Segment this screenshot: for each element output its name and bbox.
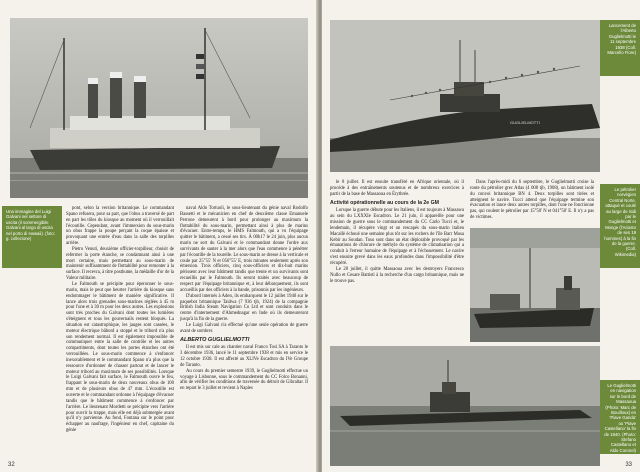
paragraph: Le 20 juillet, il quitte Massaoua avec les destroyers Francesco Nullo et Cesare Battisti à la recherche d'un cargo britannique, mais ne le trouve pas. bbox=[330, 266, 464, 284]
paragraph: le 8 juillet. Il est ensuite transféré en Afrique orientale, où il procède à des entraînements soutenus et de nombreux exercices à partir de la base de Massaoua en Érythrée. bbox=[330, 180, 464, 197]
paragraph: Lorsque la guerre débute pour les Italiens, il est toujours à Massawa au sein du LXXXIe Escadron. Le 21 juin, il appareille pour une mission de guerre sous le commandement du CC Carlo Tucci et, le lendemain, il récupère vingt et un rescapés du sous-marin italien Macallè échoué une semaine plus tôt sur les rochers de l'île Barr Musa Kebir au Soudan. Tous sont dans un état déplorable provoqué par les émanations de chlorure de méthyle du système de climatisation qui a conduit à l'erreur humaine de l'équipage et à l'échouement. Le navire s'est ensuite grevé dans les eaux profondes dans l'impossibilité d'être récupéré. bbox=[330, 208, 464, 266]
paragraph: Le Luigi Galvani n'a effectué qu'une seule opération de guerre avant de sombrer. bbox=[180, 322, 308, 334]
photo-caption-left: Una immagine del Luigi Galvani nel settore di uscita (il sommergibile Galvani al largo di uscita nel porto di Hawaii). (foto: g. collezione) bbox=[2, 206, 62, 268]
submarine-launch-illustration bbox=[330, 20, 600, 172]
left-column-1 bbox=[66, 206, 174, 434]
paragraph: D'abord internés à Aden, ils embarquent le 12 juillet 1940 sur le paquebot britannique Taidwa (7 936 tjb, 1924) de la compagnie British India Steam Navigation Co Ltd et sont conduits dans le centre d'internement d'Ahmednagar en Inde où ils demeureront jusqu'à la fin de la guerre. bbox=[180, 293, 308, 323]
photo-caption-top-right: Lancement de l'Alberto Guglielmotti le 11 septembre 1938 (Coll. Marcello Fiore) bbox=[600, 20, 640, 76]
paragraph: Pietro Venuti, deuxième officier-torpilleur, choisit de refermer la porte étanche, se condamnant ainsi à une mort certaine, mais permettant au sous-marin de maintenir suffisamment de flottabilité pour remonter à la surface. Il recevra, à titre posthume, la médaille d'or de la Valeur militaire. bbox=[66, 246, 174, 282]
photo-caption-mid-right: Le pétrolier norvégien Central Norte, attaqué et coulé au large de Sidi par le Guglielmotti et Monge (l'Ariosto de ses 19 hommes) à la fin de la guerre. (Coll. Wikimedia) bbox=[600, 184, 640, 268]
paragraph: Le Falmouth se précipite pour éperonner le sous-marin, mais le peut que heurter l'arrière du kiosque sans endommager le bâtiment de manière significative. Il lance alors trois grenades sous-marines réglées à 45 m pour l'une et à 30 m pour les deux autres. Les explosions sont très proches du Galvani dont toutes les lumières s'éteignent et tous les gouvernails restent bloqués. La situation est catastrophique, les jauges sont cassées, le moteur électrique bâbord a stoppé et le tribord n'a plus son rendement normal. Il est également impossible de communiquer entre la salle de contrôle et les autres compartiments, dont toutes les portes étanches ont été verrouillées. Le sous-marin commence à s'enfoncer inexorablement et le commandant Spano n'a plus que la ressource d'ordonner de chasser partout et de lancer le moteur tribord au maximum de ses possibilités. Lorsque le Luigi Galvani fait surface, le Falmouth ouvre le feu, frappant le sous-marin de deux nouveaux obus de 100 mm et de plusieurs obus de 47 mm. L'écoutille est ouverte et le commandant ordonne à l'équipage d'évacuer tandis que le bâtiment commence à s'enfoncer par l'arrière. Le lieutenant Mordetti se précipite vers l'arrière pour ouvrir la trappe, mais elle est déjà submergée avant qu'il n'y parvienne. Au fond, Fontana sur le point pour échapper au naufrage, l'ingénieur en chef, capitaine du génie bbox=[66, 281, 174, 434]
tanker-photo bbox=[470, 228, 600, 342]
right-page bbox=[322, 0, 640, 472]
steamship-illustration bbox=[10, 18, 308, 198]
section-heading: Activité opérationnelle au cours de la 2e GM bbox=[330, 199, 439, 206]
right-column-2 bbox=[470, 180, 594, 221]
right-column-1 bbox=[330, 180, 464, 284]
submarine-navigation-photo bbox=[330, 346, 600, 466]
paragraph: naval Aldo Tortuoli, le sous-lieutenant du génie naval Rodolfo Bassetti et le mécanicien en chef de deuxième classe Emanuele Perrone demeurent à bord pour prolonger au maximum la flottabilité du sous-marin, permettant ainsi à plus de marins d'évacuer. Entre-temps, le HMS Falmouth, qui a vu l'équipage quitter le bâtiment, a cessé ses tirs. À 00h17 le 24 juin, plus aucun marin ne sort du Galvani et le commandant donne l'ordre aux survivants de sauter à la mer alors que l'eau commence à pénétrer par l'écoutille de la tourelle. Le sous-marin se dresse à la verticale et coule par 25°55' N et 056°55' E, trois minutes seulement après son émersion. Trois officiers, cinq sous-officiers et dix-huit marins périssent avec leur bâtiment tandis que trente et un survivants sont recueillis par le Falmouth. Ils seront traités avec beaucoup de respect par l'équipage britannique et, à leur débarquement, ils sont accueillis par des officiers à la bande, prisonnis par les ingénieurs. bbox=[180, 206, 309, 293]
tanker-illustration bbox=[470, 228, 600, 342]
submarine-launch-photo bbox=[330, 20, 600, 172]
left-page bbox=[0, 0, 318, 472]
paragraph: Dans l'après-midi du 6 septembre, le Guglielmotti croise la route du pétrolier grec Atlas (4 008 tjb, 1908), un bâtiment isolé du convoi britannique BN 4. Deux torpilles sont tirées et atteignent le navire. Tucci attend que l'équipage termine son évacuation et lance deux autres torpilles, dont l'une ne fonctionne pas, qui coulent le pétrolier par 15°50' N et 041°50' E. Il n'y a pas de victimes. bbox=[470, 180, 594, 221]
photo-caption-bottom-right: Le Guglielmotti en navigation sur le bord de Massaoua (Photo: Marc de Bouilloux) en 'Piave Ganda' ou 'Piave Castellano' la fin de 1940. (Photo: Stefano Castellano et Aldo Coronel) bbox=[600, 380, 640, 454]
paragraph: Il est mis sur cale au chantier naval Franco Tosi SA à Taranto le 3 décembre 1936, lancé le 11 septembre 1938 et mis en service le 12 octobre 1938. Il est affecté au XLIVe Escadron du IVe Groupe de Taranto. bbox=[180, 345, 308, 368]
page-number-left: 32 bbox=[8, 462, 15, 468]
page-number-right: 33 bbox=[625, 462, 632, 468]
left-column-2 bbox=[180, 206, 308, 392]
submarine-navigation-illustration bbox=[330, 346, 600, 466]
paragraph: pont, selon la version britannique. Le commandant Spano refusera, pour sa part, que l'obus a traversé de part en part les tôles du kiosque au moment où il verrouillait l'écoutille. Cependant, avant l'immersion du sous-marin un obus frappe la poupe perçant la coque épaisse et provoquant une entrée d'eau dans la salle des torpilles arrière. bbox=[66, 206, 174, 247]
section-heading: ALBERTO GUGLIELMOTTI bbox=[180, 336, 250, 343]
paragraph: Au cours du premier semestre 1939, le Guglielmotti effectue un voyage à Lisbonne, sous le commandement du CC Folco Bonanni, afin de vérifier les conditions de traversée du détroit de Gibraltar. Il en repart le 3 juillet et revient à Naples bbox=[180, 368, 308, 392]
ship-photo-left bbox=[10, 18, 308, 198]
svg-text:GUGLIELMOTTI: GUGLIELMOTTI bbox=[510, 120, 540, 125]
